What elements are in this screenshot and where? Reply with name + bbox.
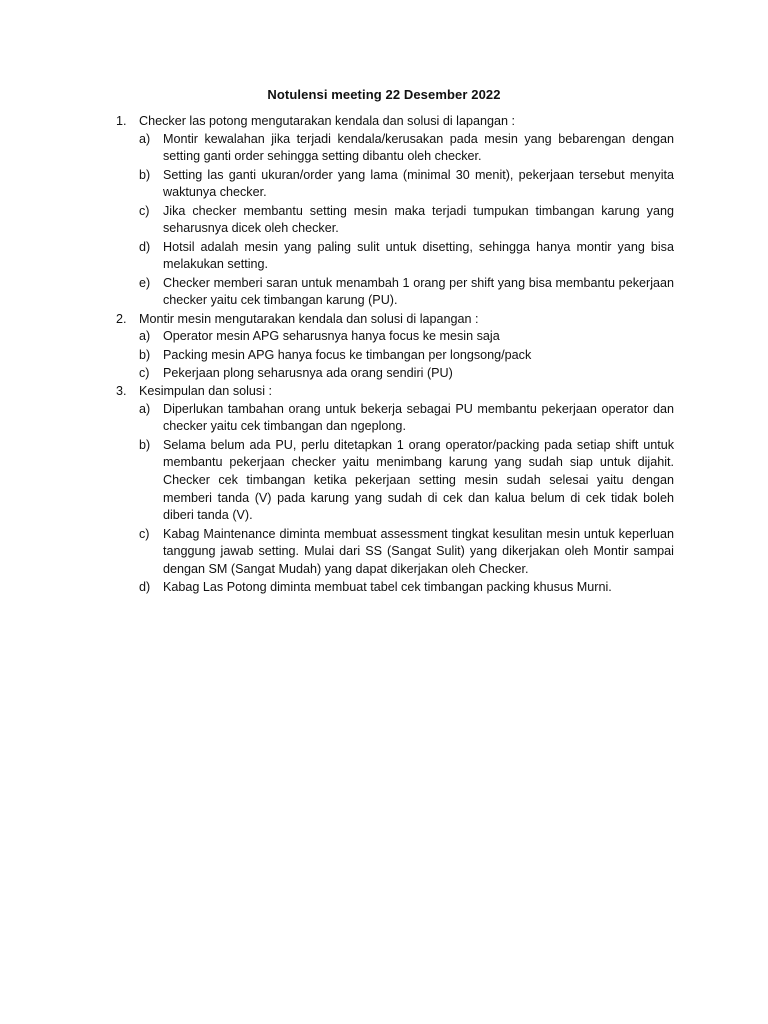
list-item	[139, 131, 674, 166]
item-text: Montir kewalahan jika terjadi kendala/kerusakan pada mesin yang bebarengan dengan setting ganti order sehingga setting dibantu oleh checker.	[163, 131, 674, 164]
item-text: Kabag Maintenance diminta membuat assessment tingkat kesulitan mesin untuk keperluan tanggung jawab setting. Mulai dari SS (Sangat Sulit) yang dikerjakan oleh Montir sampai dengan SM (Sangat Mudah) yang dapat dikerjakan oleh Checker.	[163, 526, 674, 576]
section-title: Kesimpulan dan solusi :	[139, 384, 273, 399]
section-number: 2.	[116, 311, 127, 326]
item-text: Packing mesin APG hanya focus ke timbangan per longsong/pack	[163, 347, 532, 362]
list-item	[139, 239, 674, 274]
document-body	[116, 113, 674, 598]
item-label: a)	[139, 401, 151, 416]
section-2	[116, 311, 674, 383]
section-number: 1.	[116, 114, 127, 128]
item-label: d)	[139, 580, 151, 595]
item-label: b)	[139, 347, 151, 362]
section-items	[116, 131, 674, 310]
section-heading	[116, 113, 674, 131]
item-text: Selama belum ada PU, perlu ditetapkan 1 orang operator/packing pada setiap shift untuk membantu pekerjaan checker yaitu menimbang karung yang sudah siap untuk dijahit. Checker cek timbangan ketika pekerjaan setting mesin sudah selesai yaitu dengan memberi tanda (V) pada karung yang sudah di cek dan kalua belum di cek tidak boleh diberi tanda (V).	[163, 437, 674, 523]
item-text: Setting las ganti ukuran/order yang lama (minimal 30 menit), pekerjaan tersebut menyita waktunya checker.	[163, 167, 674, 200]
item-label: c)	[139, 365, 150, 380]
item-label: d)	[139, 239, 151, 254]
list-item	[139, 437, 674, 525]
section-title: Montir mesin mengutarakan kendala dan solusi di lapangan :	[139, 311, 479, 326]
item-label: a)	[139, 131, 151, 146]
section-items	[116, 328, 674, 382]
list-item	[139, 365, 674, 383]
section-heading	[116, 311, 674, 329]
section-3	[116, 383, 674, 597]
item-text: Hotsil adalah mesin yang paling sulit untuk disetting, sehingga hanya montir yang bisa melakukan setting.	[163, 239, 674, 272]
item-text: Diperlukan tambahan orang untuk bekerja sebagai PU membantu pekerjaan operator dan checker yaitu cek timbangan dan ngeplong.	[163, 401, 674, 434]
item-text: Checker memberi saran untuk menambah 1 orang per shift yang bisa membantu pekerjaan checker yaitu cek timbangan karung (PU).	[163, 275, 674, 308]
section-heading	[116, 383, 674, 401]
list-item	[139, 526, 674, 579]
item-label: e)	[139, 275, 151, 290]
item-label: a)	[139, 329, 151, 344]
item-label: b)	[139, 167, 151, 182]
item-label: c)	[139, 526, 150, 541]
item-label: c)	[139, 203, 150, 218]
item-text: Operator mesin APG seharusnya hanya focus ke mesin saja	[163, 329, 500, 344]
list-item	[139, 275, 674, 310]
section-1	[116, 113, 674, 310]
list-item	[139, 328, 674, 346]
list-item	[139, 401, 674, 436]
list-item	[139, 579, 674, 597]
list-item	[139, 167, 674, 202]
section-items	[116, 401, 674, 597]
section-number: 3.	[116, 384, 127, 399]
document-title: Notulensi meeting 22 Desember 2022	[267, 87, 501, 102]
item-text: Kabag Las Potong diminta membuat tabel cek timbangan packing khusus Murni.	[163, 580, 612, 595]
item-label: b)	[139, 437, 151, 452]
list-item	[139, 203, 674, 238]
item-text: Jika checker membantu setting mesin maka terjadi tumpukan timbangan karung yang seharusnya dicek oleh checker.	[163, 203, 674, 236]
item-text: Pekerjaan plong seharusnya ada orang sendiri (PU)	[163, 365, 453, 380]
list-item	[139, 347, 674, 365]
section-title: Checker las potong mengutarakan kendala dan solusi di lapangan :	[139, 114, 515, 128]
